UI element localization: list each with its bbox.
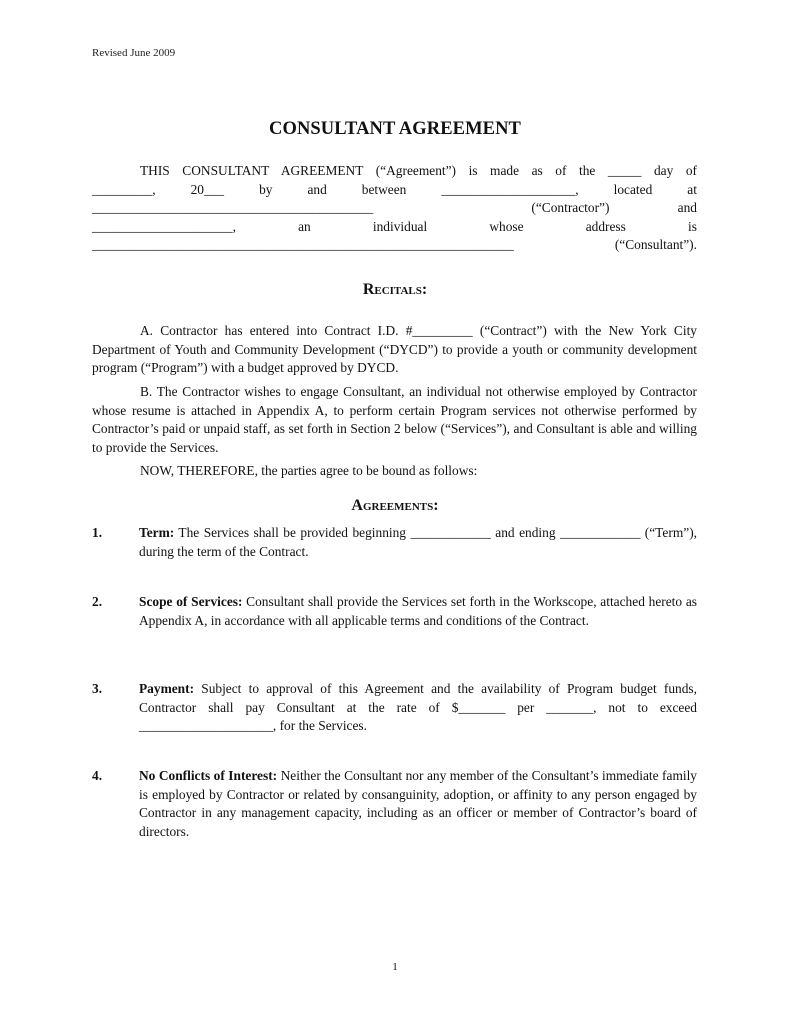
now-therefore: NOW, THEREFORE, the parties agree to be bound as follows: [140, 463, 478, 478]
intro-line-1-text: THIS CONSULTANT AGREEMENT (“Agreement”) is made as of the _____ day of [140, 163, 697, 178]
page-number: 1 [392, 961, 398, 973]
word: by [259, 181, 273, 197]
item-number: 2. [92, 594, 103, 609]
recitals-heading: Recitals: [362, 281, 428, 298]
agreement-item-term [92, 524, 697, 561]
intro-line-1 [92, 162, 697, 181]
consultant-name-blank: _____________________, [92, 218, 236, 234]
word: is [688, 218, 697, 234]
recital-a: A. Contractor has entered into Contract I.D. #_________ (“Contract”) with the New York City Department of Youth and Community Development (“DYCD”) to provide a youth or community development program (“Program”) with a budget approved by DYCD. [92, 323, 697, 375]
word: address [585, 218, 626, 234]
intro-paragraph [92, 162, 697, 255]
item-text: Subject to approval of this Agreement and the availability of Program budget funds, Contractor shall pay Consultant at the rate of $_______ per _______, not to exceed ____________________, for the Services. [139, 681, 697, 733]
item-label: Payment: [139, 681, 195, 696]
agreement-item-payment [92, 680, 697, 736]
item-body [139, 767, 697, 841]
recital-b: B. The Contractor wishes to engage Consultant, an individual not otherwise employed by Contractor whose resume is attached in Appendix A, to perform certain Program services not otherwise performed by Contractor’s paid or unpaid staff, as set forth in Section 2 below (“Services”), and Consultant is able and willing to provide the Services. [92, 384, 697, 455]
intro-line-3 [92, 199, 697, 218]
item-label: Scope of Services: [139, 594, 243, 609]
item-body [139, 524, 697, 561]
agreement-item-conflicts [92, 767, 697, 841]
consultant-address-blank: _______________________________________________________________ [92, 237, 514, 252]
contractor-label: (“Contractor”) [531, 200, 610, 215]
item-number: 1. [92, 525, 103, 540]
item-number: 3. [92, 681, 103, 696]
revision-note: Revised June 2009 [92, 47, 176, 59]
item-text: The Services shall be provided beginning ____________ and ending ____________ (“Term”), during the term of the Contract. [139, 525, 697, 559]
word: and [677, 200, 697, 215]
year-blank: 20___ [190, 181, 225, 197]
item-body [139, 593, 697, 630]
item-body [139, 680, 697, 736]
agreement-item-scope [92, 593, 697, 630]
item-label: Term: [139, 525, 175, 540]
date-blank: _________, [92, 181, 156, 197]
contractor-name-blank: ____________________, [441, 181, 579, 197]
intro-line-5 [92, 236, 697, 255]
intro-line-4 [92, 218, 697, 237]
word: at [687, 181, 697, 197]
agreements-heading: Agreements: [351, 497, 439, 514]
item-text: Consultant shall provide the Services set forth in the Workscope, attached hereto as Appendix A, in accordance with all applicable terms and conditions of the Contract. [139, 594, 697, 628]
word: located [613, 181, 653, 197]
item-number: 4. [92, 768, 103, 783]
item-text: Neither the Consultant nor any member of the Consultant’s immediate family is employed by Contractor or related by consanguinity, adoption, or affinity to any person engaged by Contractor in any management capacity, including as an officer or member of Contractor’s board of directors. [139, 768, 697, 839]
intro-line-2 [92, 181, 697, 200]
word: between [361, 181, 407, 197]
word: whose [489, 218, 524, 234]
contractor-address-blank: __________________________________________ [92, 200, 374, 215]
consultant-label: (“Consultant”). [614, 237, 697, 252]
word: and [307, 181, 327, 197]
document-title: CONSULTANT AGREEMENT [269, 119, 521, 139]
word: an [298, 218, 311, 234]
word: individual [372, 218, 428, 234]
item-label: No Conflicts of Interest: [139, 768, 278, 783]
